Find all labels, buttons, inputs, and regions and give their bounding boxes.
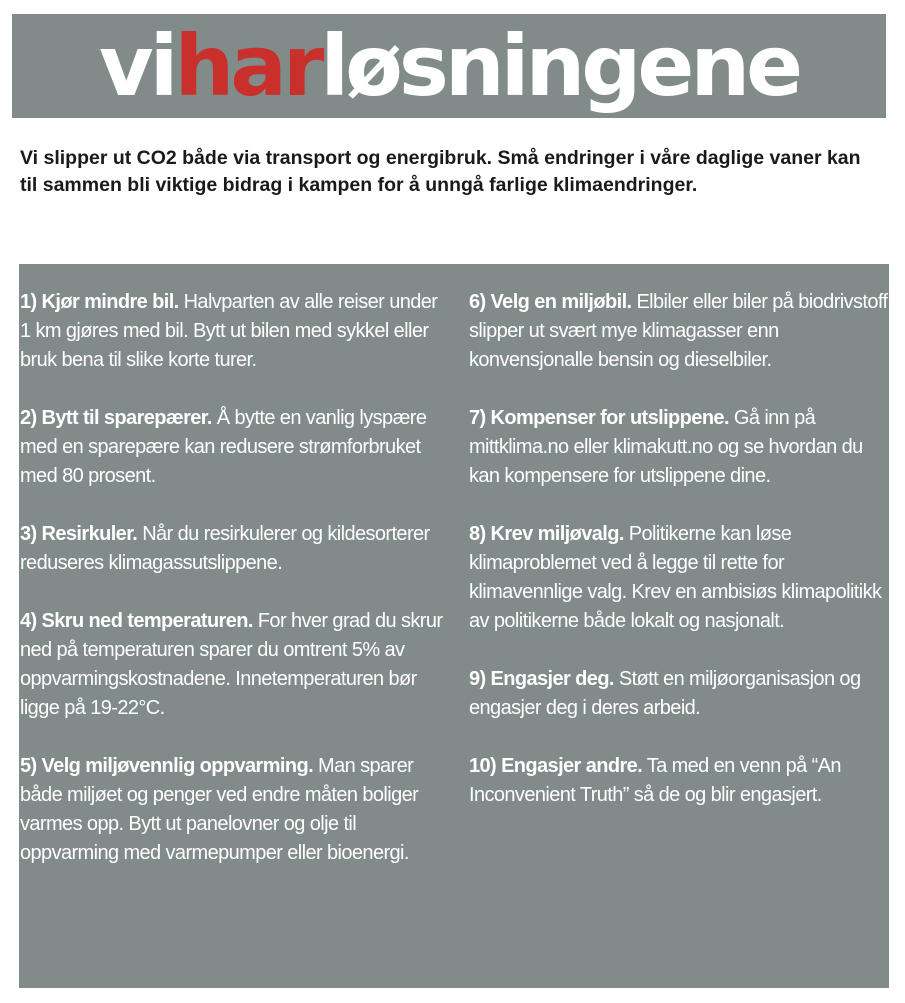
tip-item (20, 752, 445, 868)
tip-heading: 1) Kjør mindre bil. (20, 291, 179, 313)
title-losningene: løsningene (320, 17, 800, 115)
tip-text: For hver grad du skrur ned på temperaturen sparer du omtrent 5% av oppvarmingskostnadene. Innetemperaturen bør ligge på 19-22°C. (20, 610, 443, 719)
tip-text: Ta med en venn på “An Inconvenient Truth” så de og blir engasjert. (469, 755, 841, 806)
intro-text: Vi slipper ut CO2 både via transport og energibruk. Små endringer i våre daglige vaner kan til sammen bli viktige bidrag i kampen for å unngå farlige klimaendringer. (20, 147, 861, 196)
tip-heading: 6) Velg en miljøbil. (469, 291, 632, 313)
page-title (12, 14, 886, 118)
tip-heading: 5) Velg miljøvennlig oppvarming. (20, 755, 314, 777)
tip-heading: 8) Krev miljøvalg. (469, 523, 624, 545)
tip-item (20, 288, 445, 375)
tip-item (469, 288, 894, 375)
tips-column-right (469, 288, 894, 839)
title-har: har (174, 17, 321, 115)
tip-text: Halvparten av alle reiser under 1 km gjøres med bil. Bytt ut bilen med sykkel eller bruk bena til slike korte turer. (20, 291, 438, 371)
tip-text: Politikerne kan løse klimaproblemet ved å legge til rette for klimavennlige valg. Krev en ambisiøs klimapolitikk av politikerne både lokalt og nasjonalt. (469, 523, 882, 632)
tips-column-left (20, 288, 445, 897)
tip-item (469, 520, 894, 636)
tip-item (469, 404, 894, 491)
tip-heading: 10) Engasjer andre. (469, 755, 643, 777)
tip-item (20, 607, 445, 723)
tip-heading: 2) Bytt til sparepærer. (20, 407, 212, 429)
tip-item (20, 520, 445, 578)
title-vi: vi (98, 17, 175, 115)
title-banner (12, 14, 886, 118)
tip-text: Støtt en miljøorganisasjon og engasjer deg i deres arbeid. (469, 668, 861, 719)
tip-item (20, 404, 445, 491)
tip-text: Når du resirkulerer og kildesorterer reduseres klimagassutslippene. (20, 523, 430, 574)
tip-text: Elbiler eller biler på biodrivstoff slipper ut svært mye klimagasser enn konvensjonalle bensin og dieselbiler. (469, 291, 888, 371)
tip-item (469, 665, 894, 723)
tip-heading: 4) Skru ned temperaturen. (20, 610, 253, 632)
tips-panel (19, 264, 889, 988)
tip-heading: 7) Kompenser for utslippene. (469, 407, 729, 429)
tip-heading: 3) Resirkuler. (20, 523, 138, 545)
tip-text: Å bytte en vanlig lyspære med en sparepære kan redusere strømforbruket med 80 prosent. (20, 407, 427, 487)
tip-heading: 9) Engasjer deg. (469, 668, 614, 690)
tip-text: Gå inn på mittklima.no eller klimakutt.no og se hvordan du kan kompensere for utslippene dine. (469, 407, 863, 487)
tip-item (469, 752, 894, 810)
tip-text: Man sparer både miljøet og penger ved endre måten boliger varmes opp. Bytt ut panelovner og olje til oppvarming med varmepumper eller bioenergi. (20, 755, 419, 864)
